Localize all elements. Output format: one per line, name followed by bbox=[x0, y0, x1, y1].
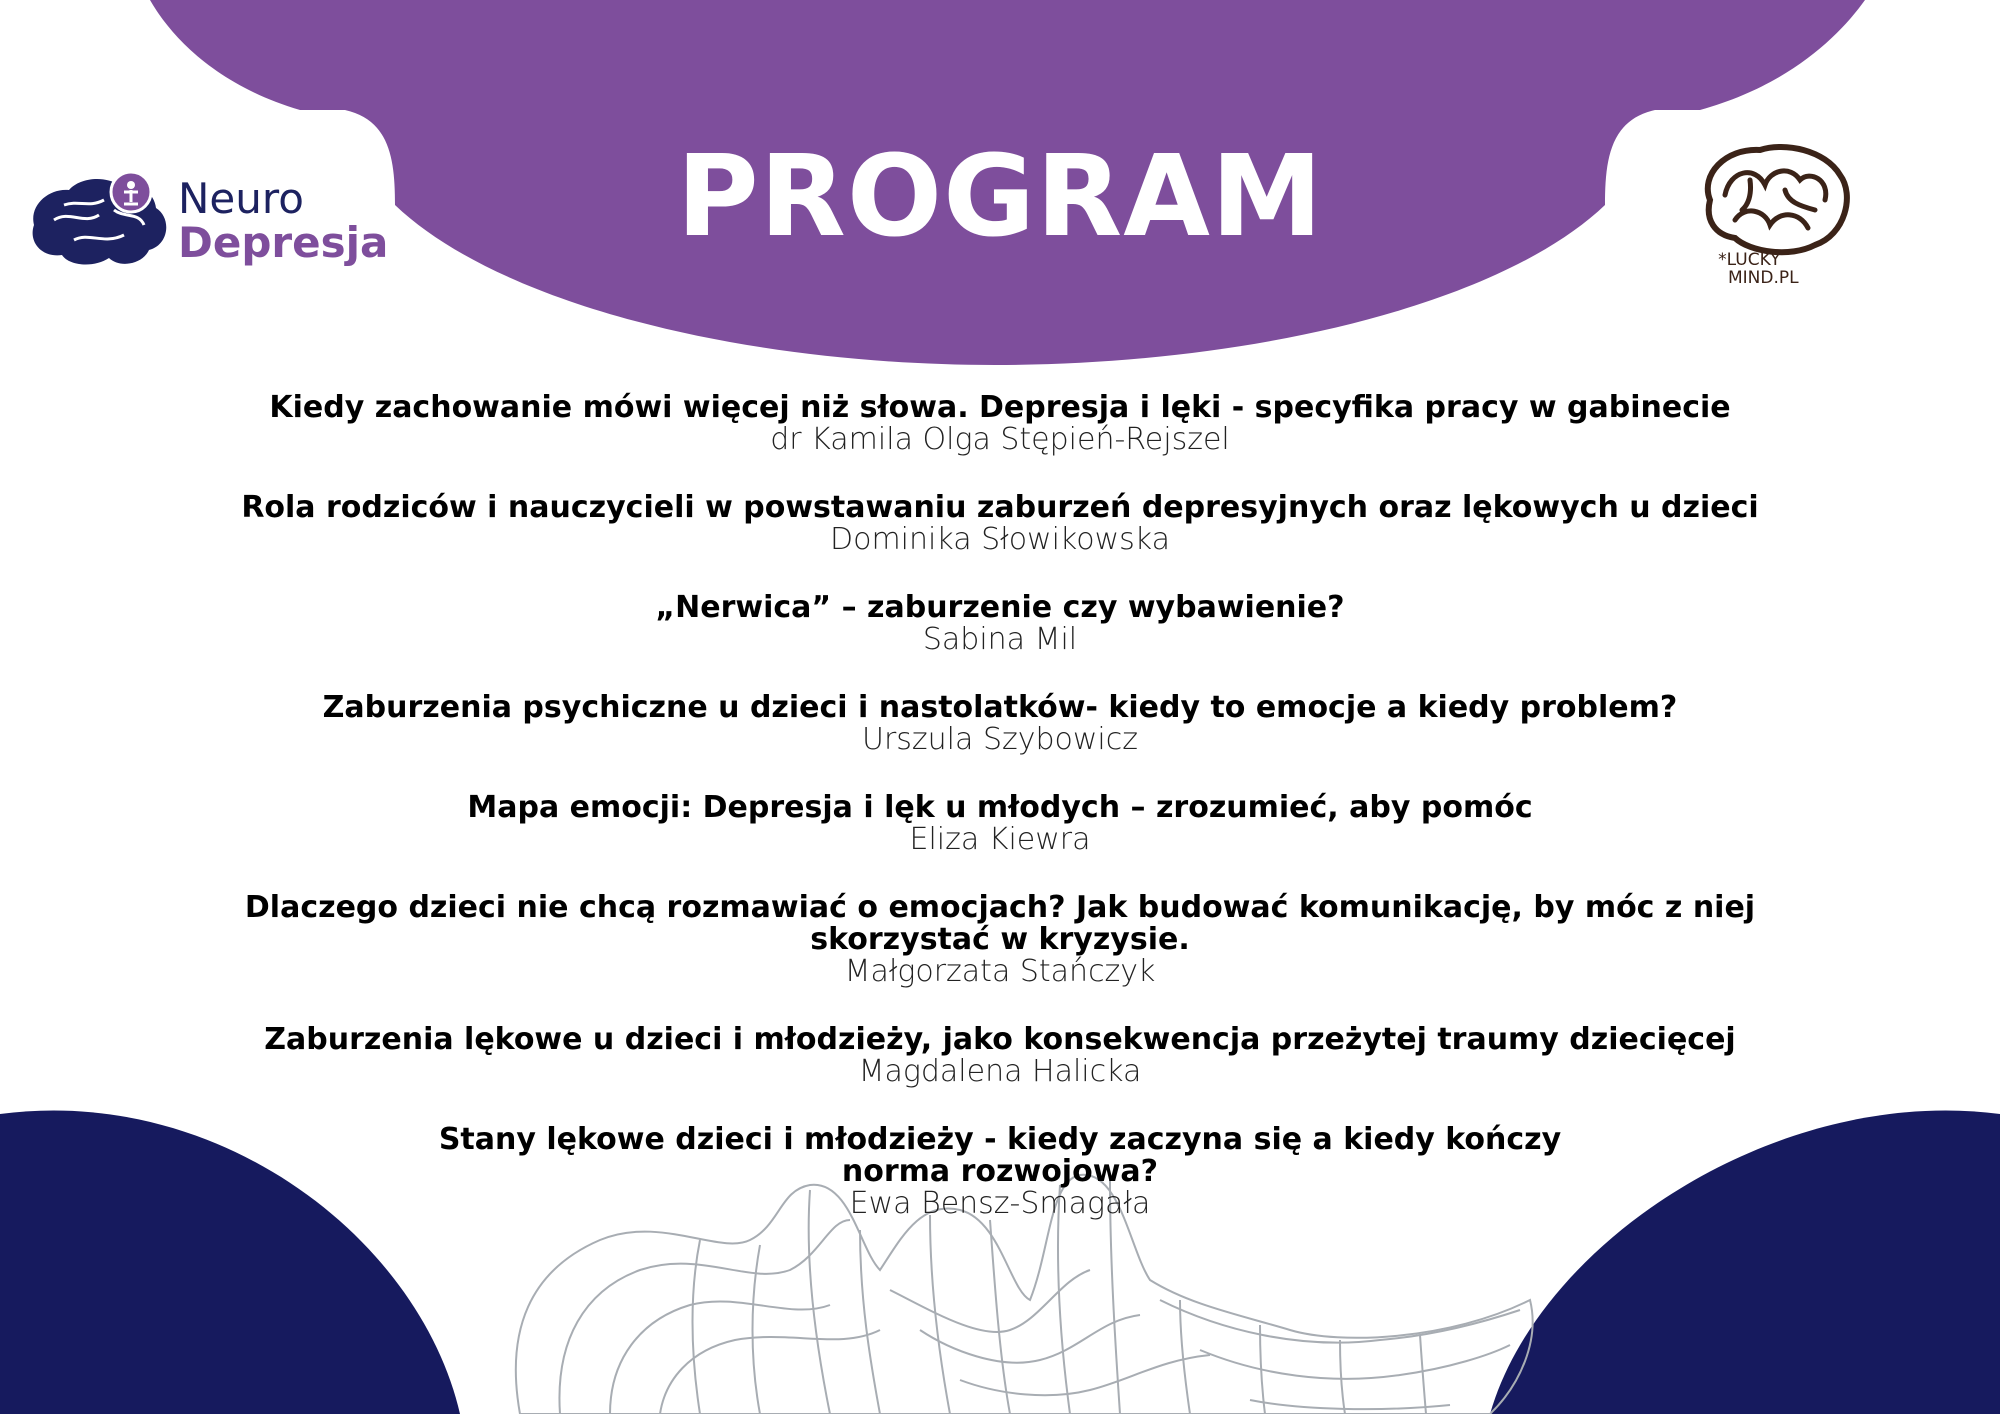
talk-speaker: dr Kamila Olga Stępień-Rejszel bbox=[770, 422, 1230, 457]
program-item bbox=[150, 1124, 1850, 1220]
talk-speaker: Eliza Kiewra bbox=[909, 822, 1091, 857]
page-title: PROGRAM bbox=[676, 132, 1324, 262]
program-item bbox=[150, 592, 1850, 656]
talk-speaker: Małgorzata Stańczyk bbox=[844, 954, 1156, 989]
program-item bbox=[150, 692, 1850, 756]
program-item bbox=[150, 492, 1850, 556]
logo-right-line2: MIND.PL bbox=[1728, 267, 1799, 288]
logo-line2: Depresja bbox=[178, 218, 389, 267]
brain-icon bbox=[24, 170, 174, 270]
program-item bbox=[150, 892, 1850, 988]
talk-speaker: Magdalena Halicka bbox=[858, 1054, 1142, 1089]
talk-title: Zaburzenia lękowe u dzieci i młodzieży, jako konsekwencja przeżytej traumy dziecięcej bbox=[264, 1022, 1736, 1057]
talk-title: Kiedy zachowanie mówi więcej niż słowa. Depresja i lęki - specyfika pracy w gabinecie bbox=[269, 390, 1731, 425]
logo-right-line1: *LUCKY bbox=[1718, 250, 1781, 270]
talk-title: Rola rodziców i nauczycieli w powstawaniu zaburzeń depresyjnych oraz lękowych u dzieci bbox=[241, 490, 1759, 525]
talk-title: Dlaczego dzieci nie chcą rozmawiać o emocjach? Jak budować komunikację, by móc z niej skorzystać w kryzysie. bbox=[244, 890, 1756, 957]
program-list bbox=[150, 392, 1850, 1256]
luckymind-logo bbox=[1690, 140, 1870, 300]
talk-title: Zaburzenia psychiczne u dzieci i nastolatków- kiedy to emocje a kiedy problem? bbox=[322, 690, 1678, 725]
brain-maze-icon bbox=[1690, 140, 1860, 260]
logo-line1: Neuro bbox=[178, 174, 304, 223]
talk-speaker: Ewa Bensz-Smagała bbox=[849, 1186, 1151, 1221]
talk-speaker: Sabina Mil bbox=[922, 622, 1078, 657]
talk-speaker: Urszula Szybowicz bbox=[862, 722, 1138, 757]
program-item bbox=[150, 792, 1850, 856]
talk-title: „Nerwica” – zaburzenie czy wybawienie? bbox=[655, 590, 1345, 625]
program-item bbox=[150, 392, 1850, 456]
program-item bbox=[150, 1024, 1850, 1088]
talk-title: Stany lękowe dzieci i młodzieży - kiedy zaczyna się a kiedy kończy norma rozwojowa? bbox=[438, 1122, 1562, 1189]
talk-title: Mapa emocji: Depresja i lęk u młodych – zrozumieć, aby pomóc bbox=[467, 790, 1533, 825]
neurodepresja-logo bbox=[24, 170, 389, 280]
talk-speaker: Dominika Słowikowska bbox=[830, 522, 1170, 557]
